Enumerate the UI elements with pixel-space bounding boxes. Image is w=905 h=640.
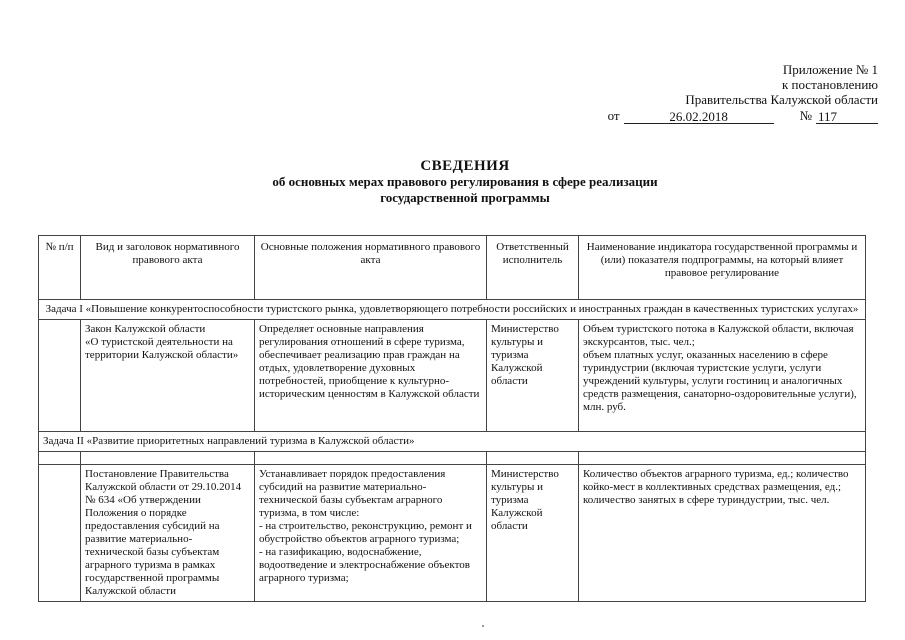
row2-act: Постановление Правительства Калужской области от 29.10.2014 № 634 «Об утверждении Положения о порядке предоставления субсидий на развитие материально-технической базы субъектам аграрного туризма в рамках государственной программы Калужской области: [81, 465, 255, 602]
table-row: [39, 320, 866, 432]
scan-dot: [482, 625, 484, 627]
col-header-provisions: Основные положения нормативного правового акта: [255, 236, 487, 300]
table-row: [39, 465, 866, 602]
row2-executor: Министерство культуры и туризма Калужской области: [487, 465, 579, 602]
row2-provisions: Устанавливает порядок предоставления субсидий на развитие материально-технической базы субъектам аграрного туризма, в том числе: - на строительство, реконструкцию, ремонт и обустройство объектов аграрного туризма; - на газификацию, водоснабжение, водоотведение и электроснабжение объектов аграрного туризма;: [255, 465, 487, 602]
task-row: [39, 300, 866, 320]
appendix-ref: к постановлению: [781, 77, 878, 92]
row2-num: [39, 465, 81, 602]
resolution-date: 26.02.2018: [624, 110, 774, 124]
title-line3: государственной программы: [380, 190, 550, 205]
from-label: от: [607, 108, 620, 123]
appendix-number: Приложение № 1: [782, 62, 878, 77]
col-header-executor: Ответственный исполнитель: [487, 236, 579, 300]
col-header-num: № п/п: [39, 236, 81, 300]
appendix-header: [618, 62, 878, 107]
row1-executor: Министерство культуры и туризма Калужской области: [487, 320, 579, 432]
task-2-label: Задача II «Развитие приоритетных направлений туризма в Калужской области»: [39, 432, 866, 452]
measures-table: [38, 235, 866, 602]
table-header-row: [39, 236, 866, 300]
row2-indicator: Количество объектов аграрного туризма, ед.; количество койко-мест в коллективных средствах размещения, ед.; количество занятых в сфере туриндустрии, тыс. чел.: [579, 465, 866, 602]
title-main: СВЕДЕНИЯ: [420, 158, 510, 174]
appendix-authority: Правительства Калужской области: [685, 92, 878, 107]
row1-act: Закон Калужской области «О туристской деятельности на территории Калужской области»: [81, 320, 255, 432]
row1-indicator: Объем туристского потока в Калужской области, включая экскурсантов, тыс. чел.; объем платных услуг, оказанных населению в сфере туриндустрии (включая туристские услуги, услуги учреждений культуры, услуги гостиниц и аналогичных средств размещения, санаторно-оздоровительные услуги), млн. руб.: [579, 320, 866, 432]
spacer-row: [39, 452, 866, 465]
task-row: [39, 432, 866, 452]
resolution-number: 117: [816, 110, 878, 124]
document-title: [0, 158, 905, 206]
col-header-act: Вид и заголовок нормативного правового акта: [81, 236, 255, 300]
row1-num: [39, 320, 81, 432]
task-1-label: Задача I «Повышение конкурентоспособности туристского рынка, удовлетворяющего потребности российских и иностранных граждан в качественных туристских услугах»: [39, 300, 866, 320]
title-line2: об основных мерах правового регулирования в сфере реализации: [272, 174, 658, 189]
col-header-indicator: Наименование индикатора государственной программы и (или) показателя подпрограммы, на который влияет правовое регулирование: [579, 236, 866, 300]
number-label: №: [799, 108, 812, 123]
resolution-date-line: [608, 108, 878, 124]
row1-provisions: Определяет основные направления регулирования отношений в сфере туризма, обеспечивает реализацию прав граждан на отдых, удовлетворение духовных потребностей, приобщение к культурно-историческим ценностям в Калужской области: [255, 320, 487, 432]
